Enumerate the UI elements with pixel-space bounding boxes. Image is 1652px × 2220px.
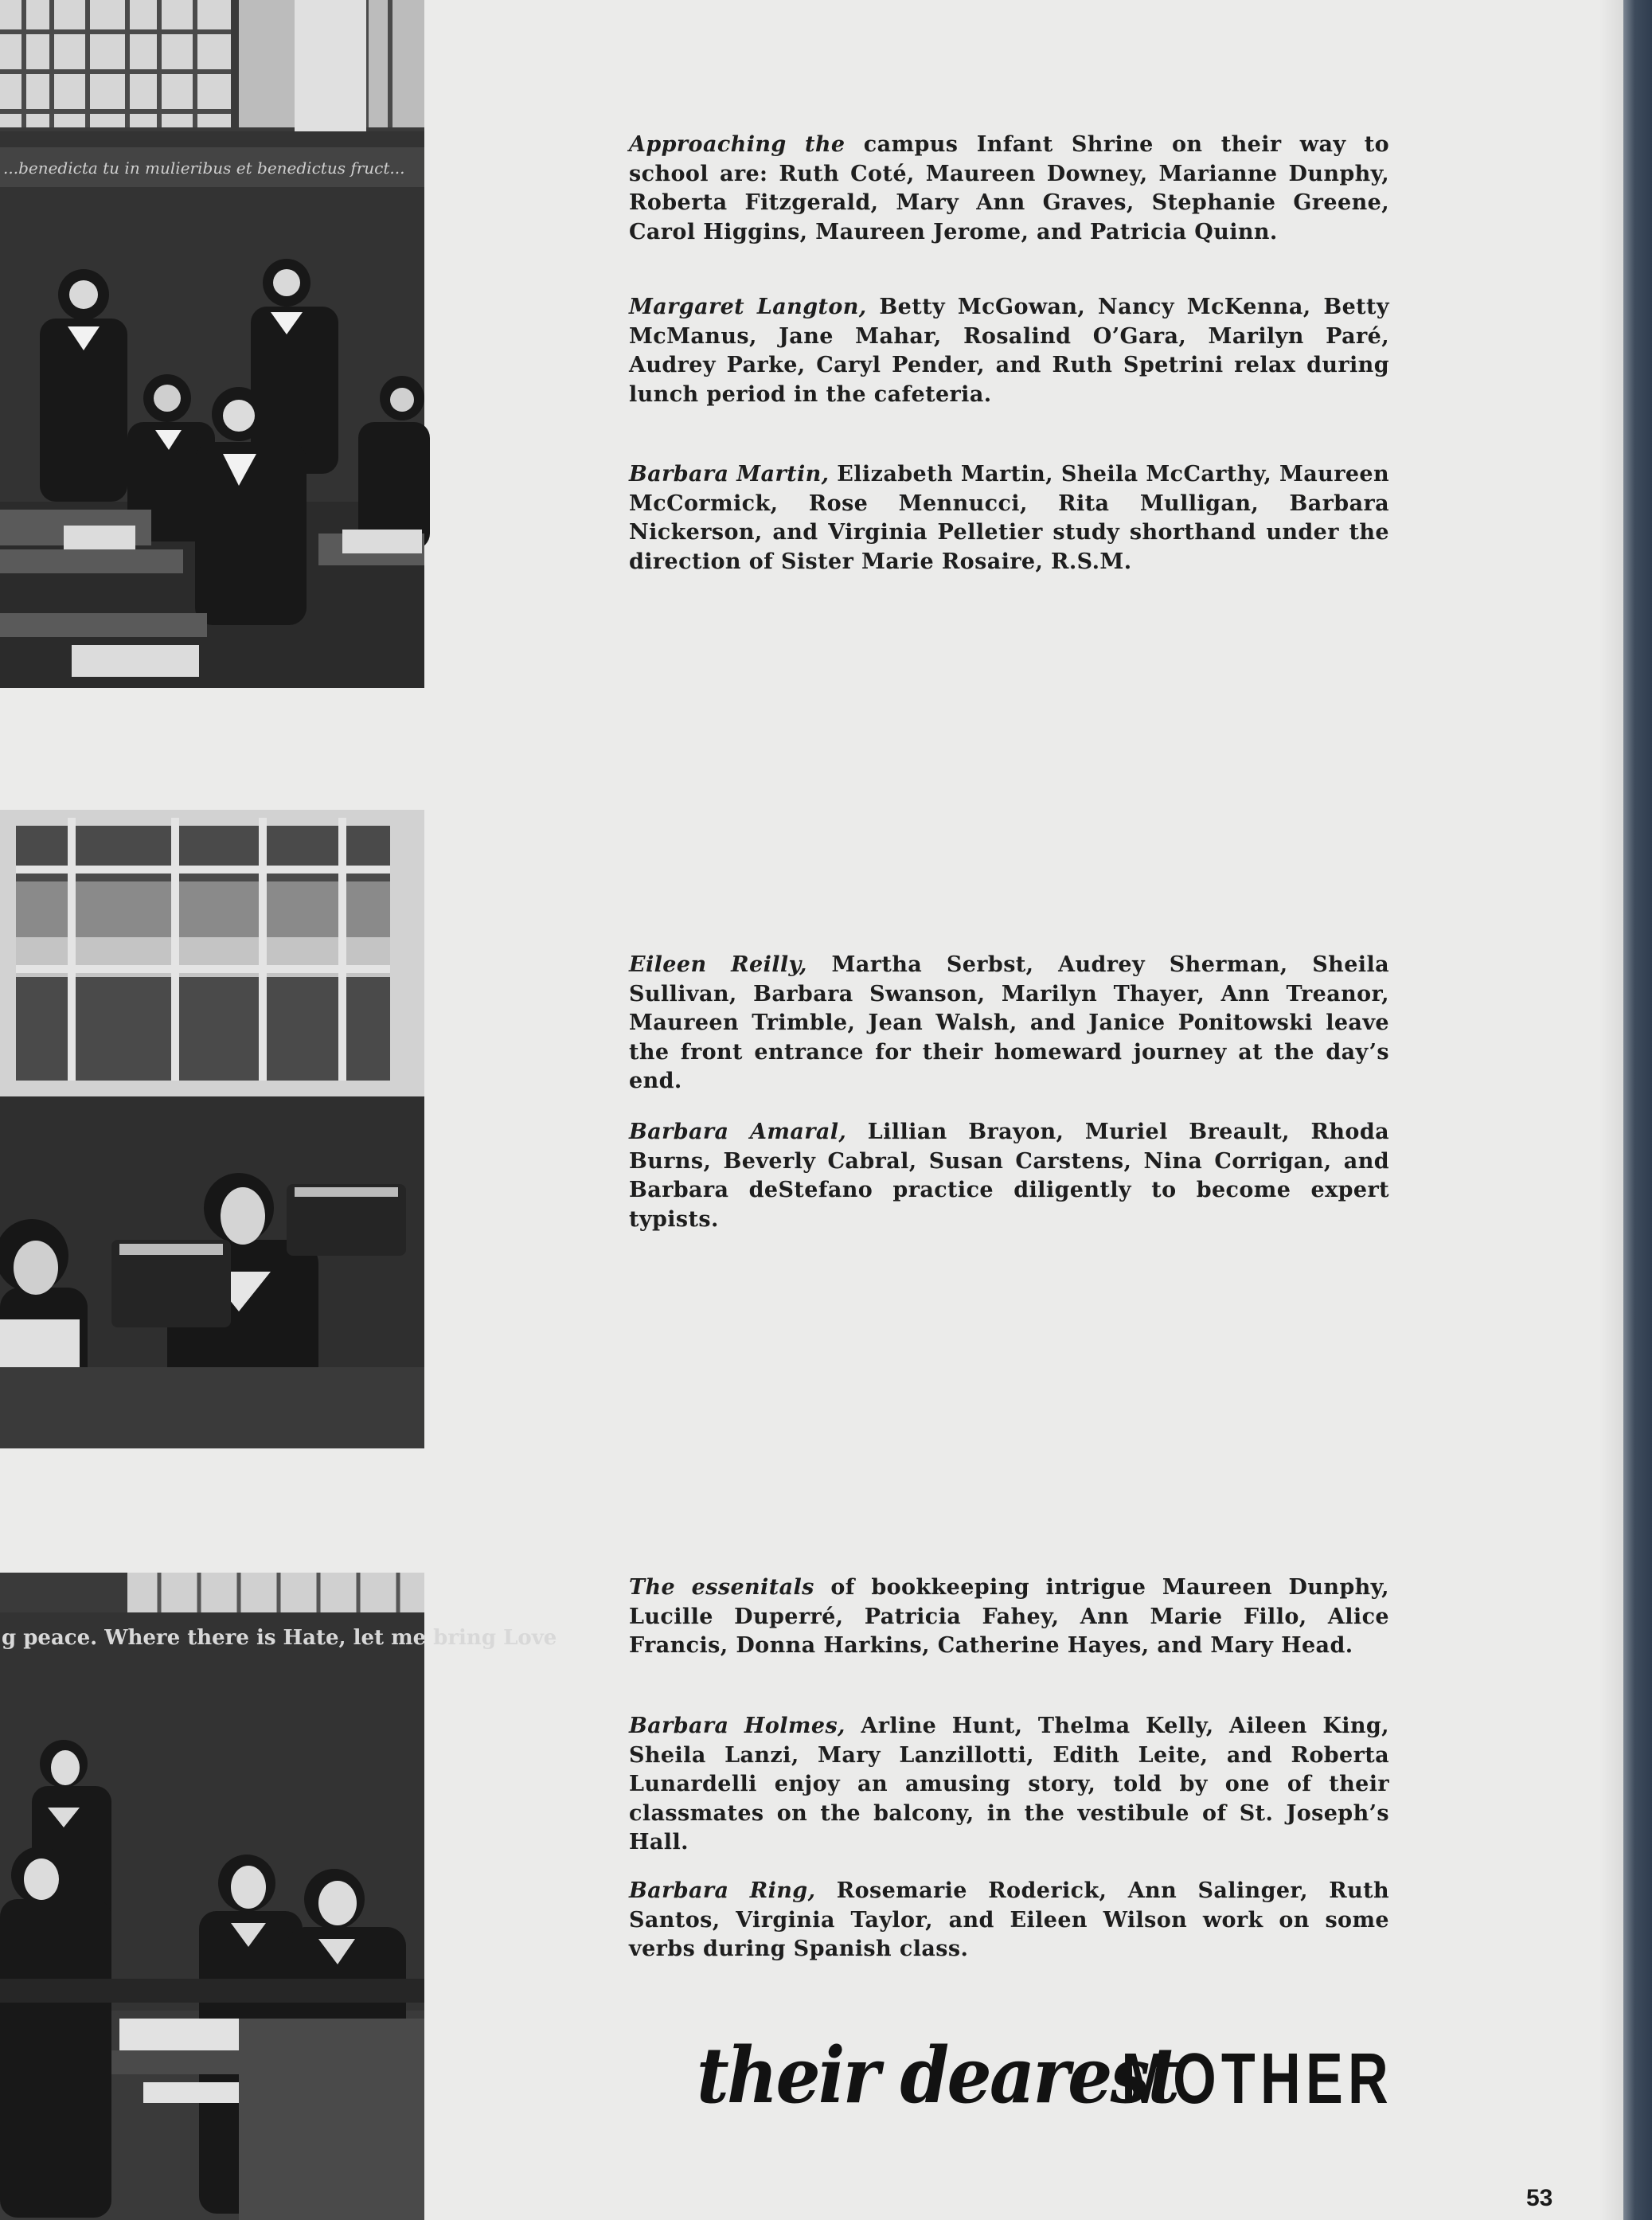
caption-typists (629, 1118, 1389, 1234)
caption-lead: Margaret Langton, (629, 295, 867, 319)
caption-approaching-shrine (629, 131, 1389, 247)
caption-shorthand (629, 460, 1389, 576)
typing-class-photo (0, 810, 424, 1448)
classroom-standing-photo (0, 0, 424, 688)
caption-text: campus Infant Shrine on their way to school are: Ruth Coté, Maureen Downey, Marianne Dunphy, Roberta Fitzgerald, Mary Ann Graves, Stephanie Greene, Carol Higgins, Maureen Jerome, and Patricia Quinn. (629, 132, 1390, 244)
caption-lead: Barbara Amaral, (629, 1120, 847, 1144)
caption-balcony-story (629, 1712, 1389, 1858)
caption-text: Rosemarie Roderick, Ann Salinger, Ruth Santos, Virginia Taylor, and Eileen Wilson work on some verbs during Spanish class. (629, 1878, 1390, 1961)
caption-text: Elizabeth Martin, Sheila McCarthy, Maureen McCormick, Rose Mennucci, Rita Mulligan, Barbara Nickerson, and Virginia Pelletier study shorthand under the direction of Sister Marie Rosaire, R.S.M. (629, 462, 1390, 574)
chalkboard-text: g peace. Where there is Hate, let me bring Love (2, 1626, 557, 1650)
spanish-class-photo (0, 1573, 557, 2220)
caption-lead: Barbara Ring, (629, 1878, 816, 1903)
caption-text: Lillian Brayon, Muriel Breault, Rhoda Burns, Beverly Cabral, Susan Carstens, Nina Corrigan, and Barbara deStefano practice diligently to become expert typists. (629, 1120, 1389, 1232)
caption-lead: Barbara Holmes, (629, 1714, 846, 1738)
caption-lead: Barbara Martin, (629, 462, 830, 487)
caption-text: Martha Serbst, Audrey Sherman, Sheila Sullivan, Barbara Swanson, Marilyn Thayer, Ann Treanor, Maureen Trimble, Jean Walsh, and Janice Ponitowski leave the front entrance for their homeward journey at the day’s end. (629, 952, 1389, 1093)
caption-text: Betty McGowan, Nancy McKenna, Betty McManus, Jane Mahar, Rosalind O’Gara, Marilyn Paré, Audrey Parke, Caryl Pender, and Ruth Spetrini relax during lunch period in the cafeteria. (629, 295, 1389, 407)
page-gutter-shadow (1599, 0, 1623, 2220)
chalkboard-text: ...benedicta tu in mulieribus et benedictus fruct... (3, 158, 405, 178)
tagline-script: their dearest (697, 2030, 1178, 2120)
caption-homeward-journey (629, 951, 1389, 1096)
caption-spanish-class (629, 1877, 1389, 1964)
caption-text: Arline Hunt, Thelma Kelly, Aileen King, Sheila Lanzi, Mary Lanzillotti, Edith Leite, and Roberta Lunardelli enjoy an amusing story, told by one of their classmates on the balcony, in the vestibule of St. Joseph’s Hall. (629, 1714, 1389, 1855)
caption-lead: Approaching the (629, 132, 846, 157)
tagline (697, 2030, 1393, 2126)
page-number: 53 (1526, 2185, 1553, 2211)
caption-lead: The essenitals (629, 1575, 814, 1600)
caption-bookkeeping (629, 1573, 1389, 1661)
book-cover-edge (1623, 0, 1652, 2220)
caption-lead: Eileen Reilly, (629, 952, 807, 977)
caption-text: of bookkeeping intrigue Maureen Dunphy, Lucille Duperré, Patricia Fahey, Ann Marie Fillo, Alice Francis, Donna Harkins, Catherine Hayes, and Mary Head. (629, 1575, 1389, 1658)
tagline-caps: MOTHER (1121, 2039, 1393, 2119)
caption-lunch-period (629, 293, 1389, 409)
